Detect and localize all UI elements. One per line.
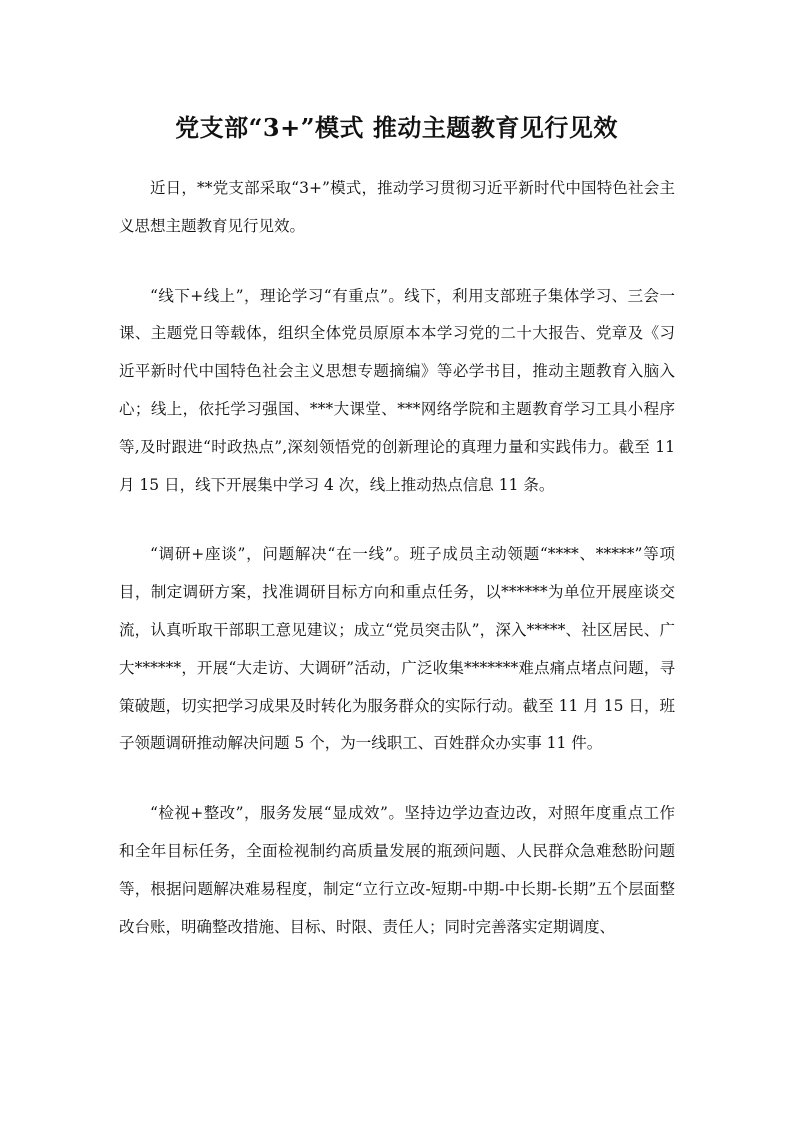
paragraph-research-discussion: “调研+座谈”，问题解决“在一线”。班子成员主动领题“****、*****”等项目，制定调研方案，找准调研目标方向和重点任务，以******为单位开展座谈交流，认真听取干部职工意见建议；成立“党员突击队”，深入*****、社区居民、广大******，开展“大走访、大调研”活动，广泛收集*******难点痛点堵点问题，寻策破题，切实把学习成果及时转化为服务群众的实际行动。截至 11 月 15 日，班子领题调研推动解决问题 5 个，为一线职工、百姓群众办实事 11 件。: [119, 545, 675, 753]
document-body: [119, 170, 675, 978]
paragraph-inspection-rectification: “检视+整改”，服务发展“显成效”。坚持边学边查边改，对照年度重点工作和全年目标任务，全面检视制约高质量发展的瓶颈问题、人民群众急难愁盼问题等，根据问题解决难易程度，制定“立行立改-短期-中期-中长期-长期”五个层面整改台账，明确整改措施、目标、时限、责任人；同时完善落实定期调度、: [119, 804, 675, 936]
paragraph-theory-study: “线下+线上”，理论学习“有重点”。线下，利用支部班子集体学习、三会一课、主题党日等载体，组织全体党员原原本本学习党的二十大报告、党章及《习近平新时代中国特色社会主义思想专题摘编》等必学书目，推动主题教育入脑入心；线上，依托学习强国、***大课堂、***网络学院和主题教育学习工具小程序等,及时跟进“时政热点”,深刻领悟党的创新理论的真理力量和实践伟力。截至 11 月 15 日，线下开展集中学习 4 次，线上推动热点信息 11 条。: [119, 286, 675, 494]
document-title: 党支部“3+”模式 推动主题教育见行见效: [175, 113, 618, 142]
paragraph-intro: 近日，**党支部采取“3+”模式，推动学习贯彻习近平新时代中国特色社会主义思想主题教育见行见效。: [119, 179, 675, 235]
